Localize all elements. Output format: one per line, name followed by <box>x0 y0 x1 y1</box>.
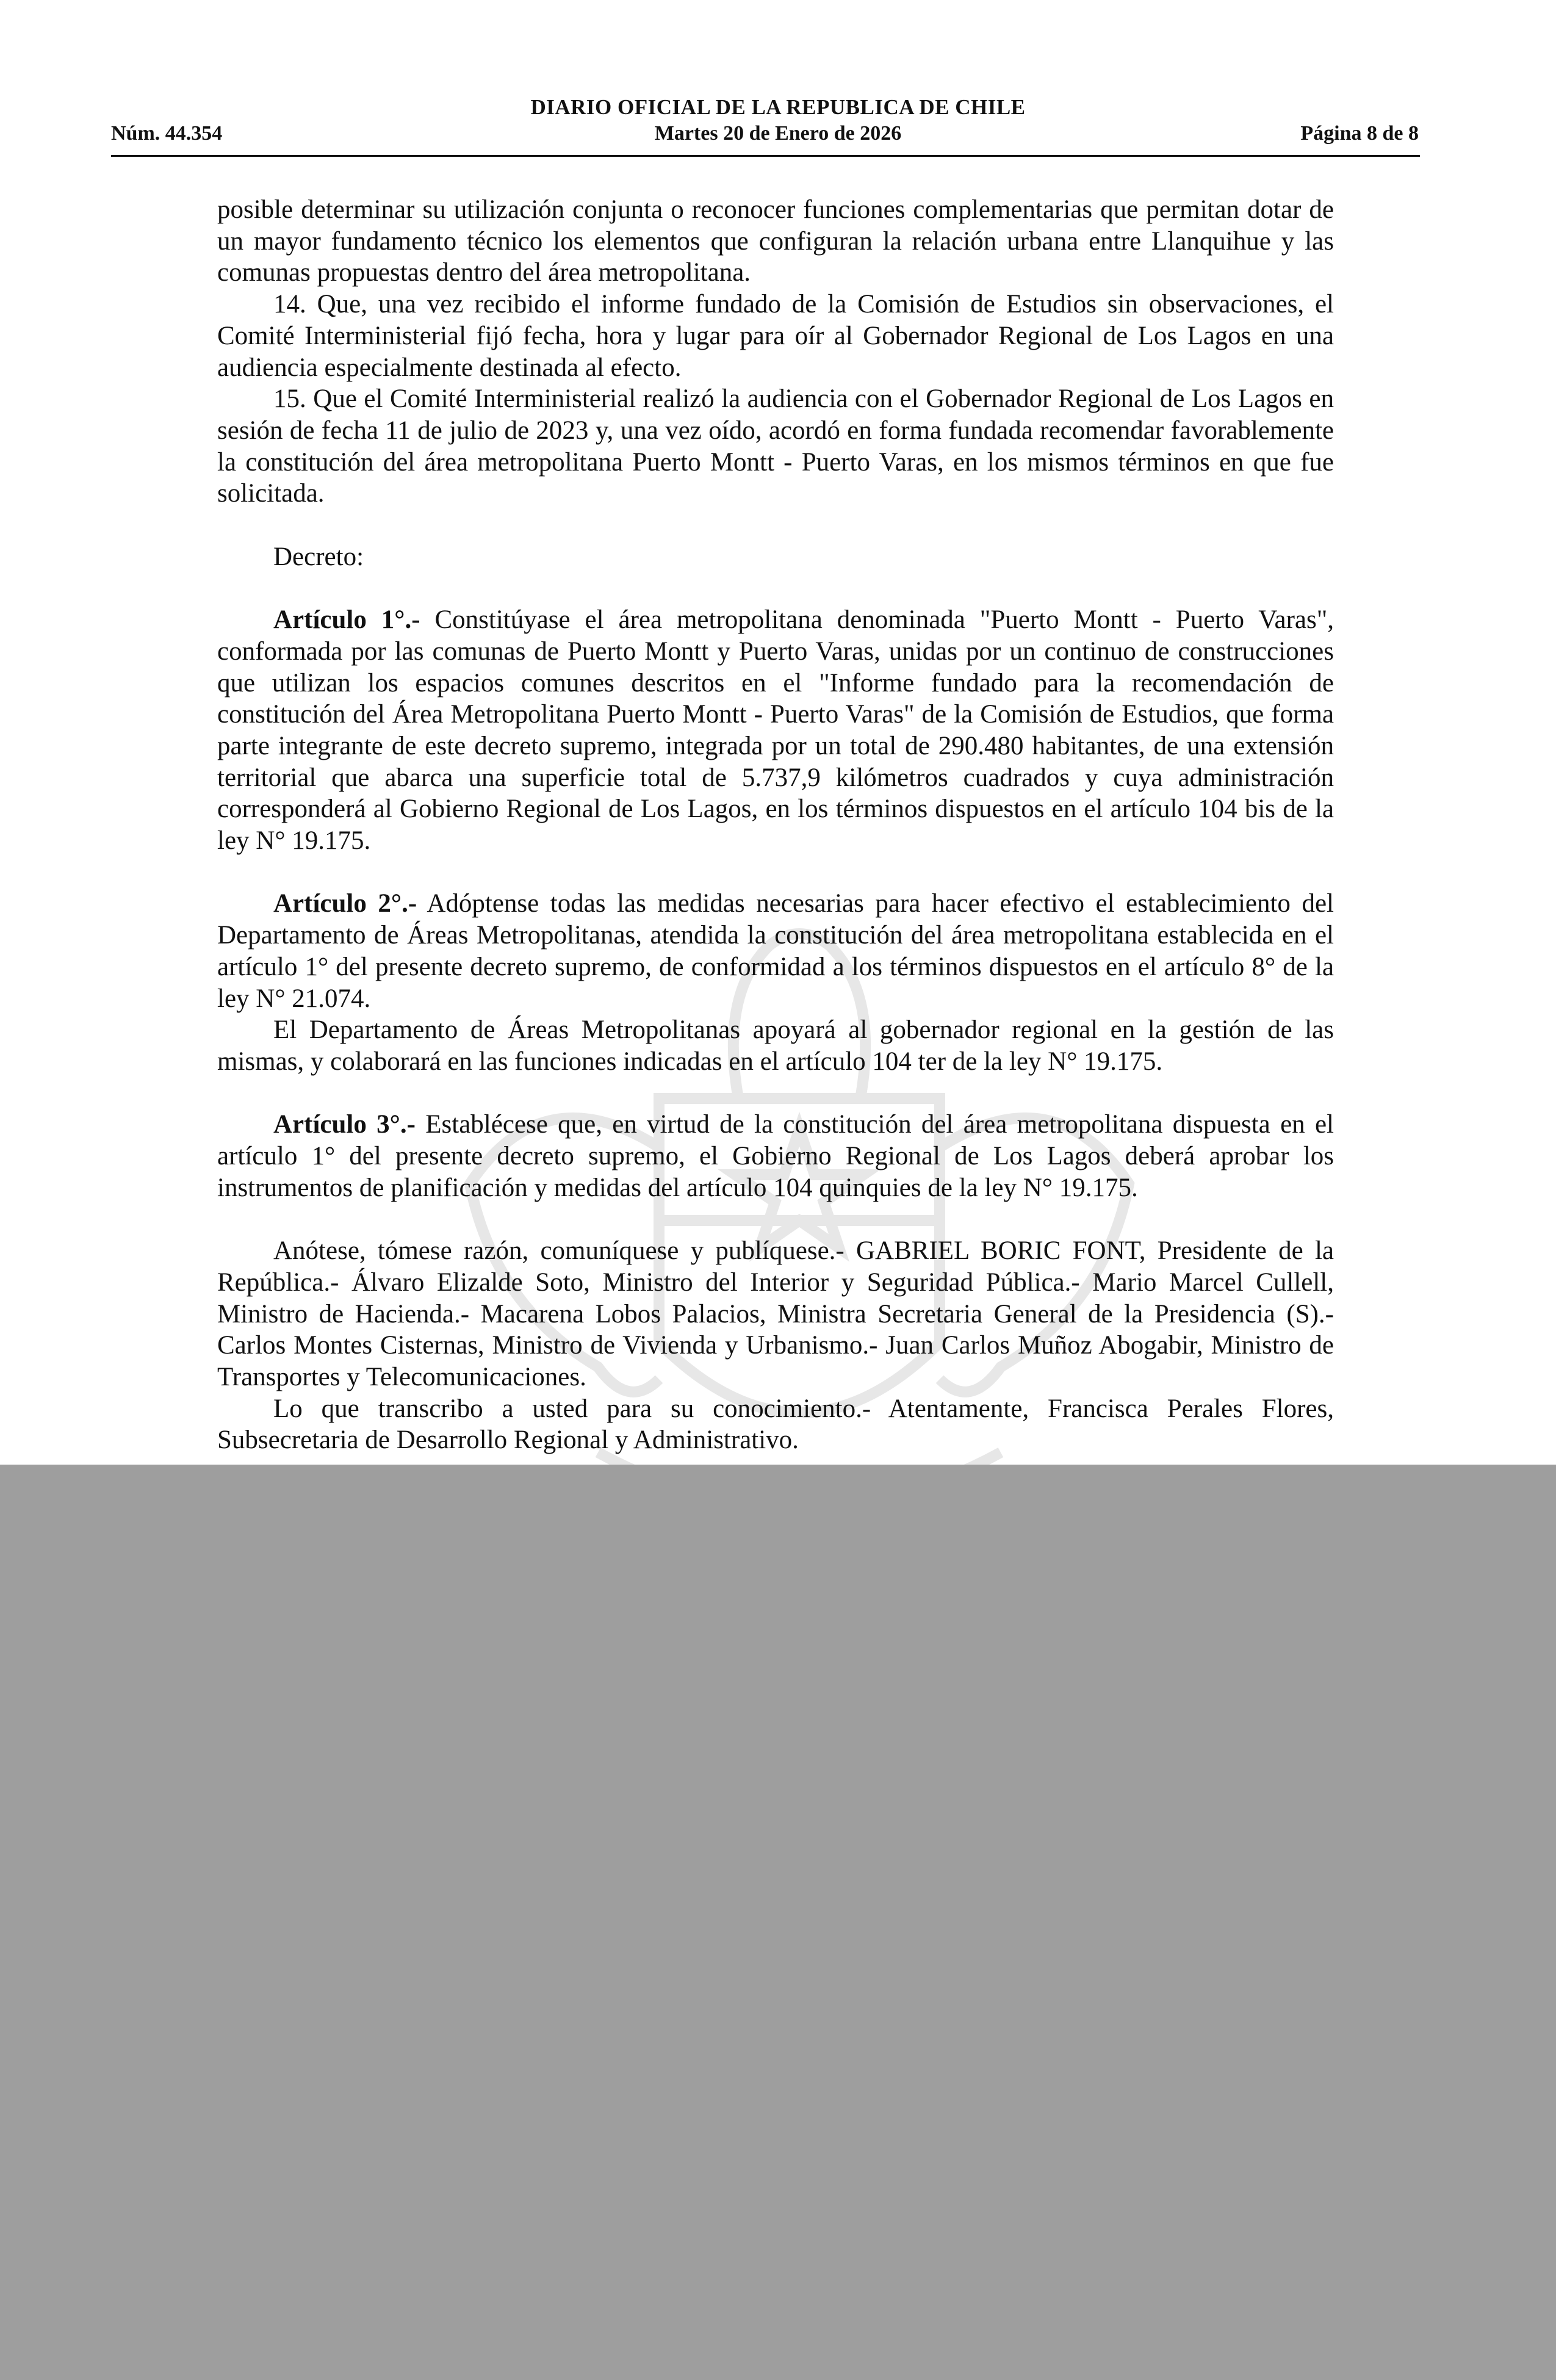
transcription-paragraph: Lo que transcribo a usted para su conocimiento.- Atentamente, Francisca Perales Flores, Subsecretaria de Desarrollo Regional y Administrativo. <box>217 1394 1334 1455</box>
spacer <box>217 572 1334 604</box>
publication-title: DIARIO OFICIAL DE LA REPUBLICA DE CHILE <box>530 95 1026 119</box>
closing-paragraph: Anótese, tómese razón, comuníquese y publíquese.- GABRIEL BORIC FONT, Presidente de la República.- Álvaro Elizalde Soto, Ministro del Interior y Seguridad Pública.- Mario Marcel Cullell, Ministro de Hacienda.- Macarena Lobos Palacios, Ministra Secretaria General de la Presidencia (S).- Carlos Montes Cisternas, Ministro de Vivienda y Urbanismo.- Juan Carlos Muñoz Abogabir, Ministro de Transportes y Telecomunicaciones. <box>217 1236 1334 1391</box>
article-1 <box>217 604 1334 857</box>
article-1-text: Constitúyase el área metropolitana denominada "Puerto Montt - Puerto Varas", conformada por las comunas de Puerto Montt y Puerto Varas, unidas por un continuo de construcciones que utilizan los espacios comunes descritos en el "Informe fundado para la recomendación de constitución del Área Metropolitana Puerto Montt - Puerto Varas" de la Comisión de Estudios, que forma parte integrante de este decreto supremo, integrada por un total de 290.480 habitantes, de una extensión territorial que abarca una superficie total de 5.737,9 kilómetros cuadrados y cuya administración corresponderá al Gobierno Regional de Los Lagos, en los términos dispuestos en el artículo 104 bis de la ley N° 19.175. <box>217 605 1334 856</box>
article-1-label: Artículo 1°.- <box>273 605 420 635</box>
grey-overlay-panel <box>0 1465 1556 2380</box>
document-body <box>217 194 1334 1456</box>
spacer <box>217 510 1334 541</box>
spacer <box>217 1203 1334 1235</box>
paragraph-14: 14. Que, una vez recibido el informe fundado de la Comisión de Estudios sin observaciones, el Comité Interministerial fijó fecha, hora y lugar para oír al Gobernador Regional de Los Lagos en una audiencia especialmente destinada al efecto. <box>217 290 1334 382</box>
page-header <box>0 0 1556 165</box>
header-divider <box>111 155 1420 157</box>
decree-heading: Decreto: <box>273 542 364 571</box>
article-3-text: Establécese que, en virtud de la constitución del área metropolitana dispuesta en el artículo 1° del presente decreto supremo, el Gobierno Regional de Los Lagos deberá aprobar los instrumentos de planificación y medidas del artículo 104 quinquies de la ley N° 19.175. <box>217 1110 1334 1202</box>
article-3 <box>217 1109 1334 1203</box>
spacer <box>217 857 1334 889</box>
article-3-label: Artículo 3°.- <box>273 1110 416 1139</box>
paragraph-15: 15. Que el Comité Interministerial realizó la audiencia con el Gobernador Regional de Los Lagos en sesión de fecha 11 de julio de 2023 y, una vez oído, acordó en forma fundada recomendar favorablemente la constitución del área metropolitana Puerto Montt - Puerto Varas, en los mismos términos en que fue solicitada. <box>217 384 1334 508</box>
article-2-label: Artículo 2°.- <box>273 889 417 918</box>
article-2-paragraph-2: El Departamento de Áreas Metropolitanas apoyará al gobernador regional en la gestión de las mismas, y colaborará en las funciones indicadas en el artículo 104 ter de la ley N° 19.175. <box>217 1015 1334 1076</box>
issue-number: Núm. 44.354 <box>111 122 223 145</box>
article-2-text: Adóptense todas las medidas necesarias para hacer efectivo el establecimiento del Departamento de Áreas Metropolitanas, atendida la constitución del área metropolitana establecida en el artículo 1° del presente decreto supremo, de conformidad a los términos dispuestos en el artículo 8° de la ley N° 21.074. <box>217 889 1334 1013</box>
page-number: Página 8 de 8 <box>1300 122 1419 145</box>
issue-date: Martes 20 de Enero de 2026 <box>654 122 902 145</box>
article-2 <box>217 888 1334 1014</box>
paragraph-continuation: posible determinar su utilización conjunta o reconocer funciones complementarias que permitan dotar de un mayor fundamento técnico los elementos que configuran la relación urbana entre Llanquihue y las comunas propuestas dentro del área metropolitana. <box>217 195 1334 287</box>
spacer <box>217 1078 1334 1109</box>
